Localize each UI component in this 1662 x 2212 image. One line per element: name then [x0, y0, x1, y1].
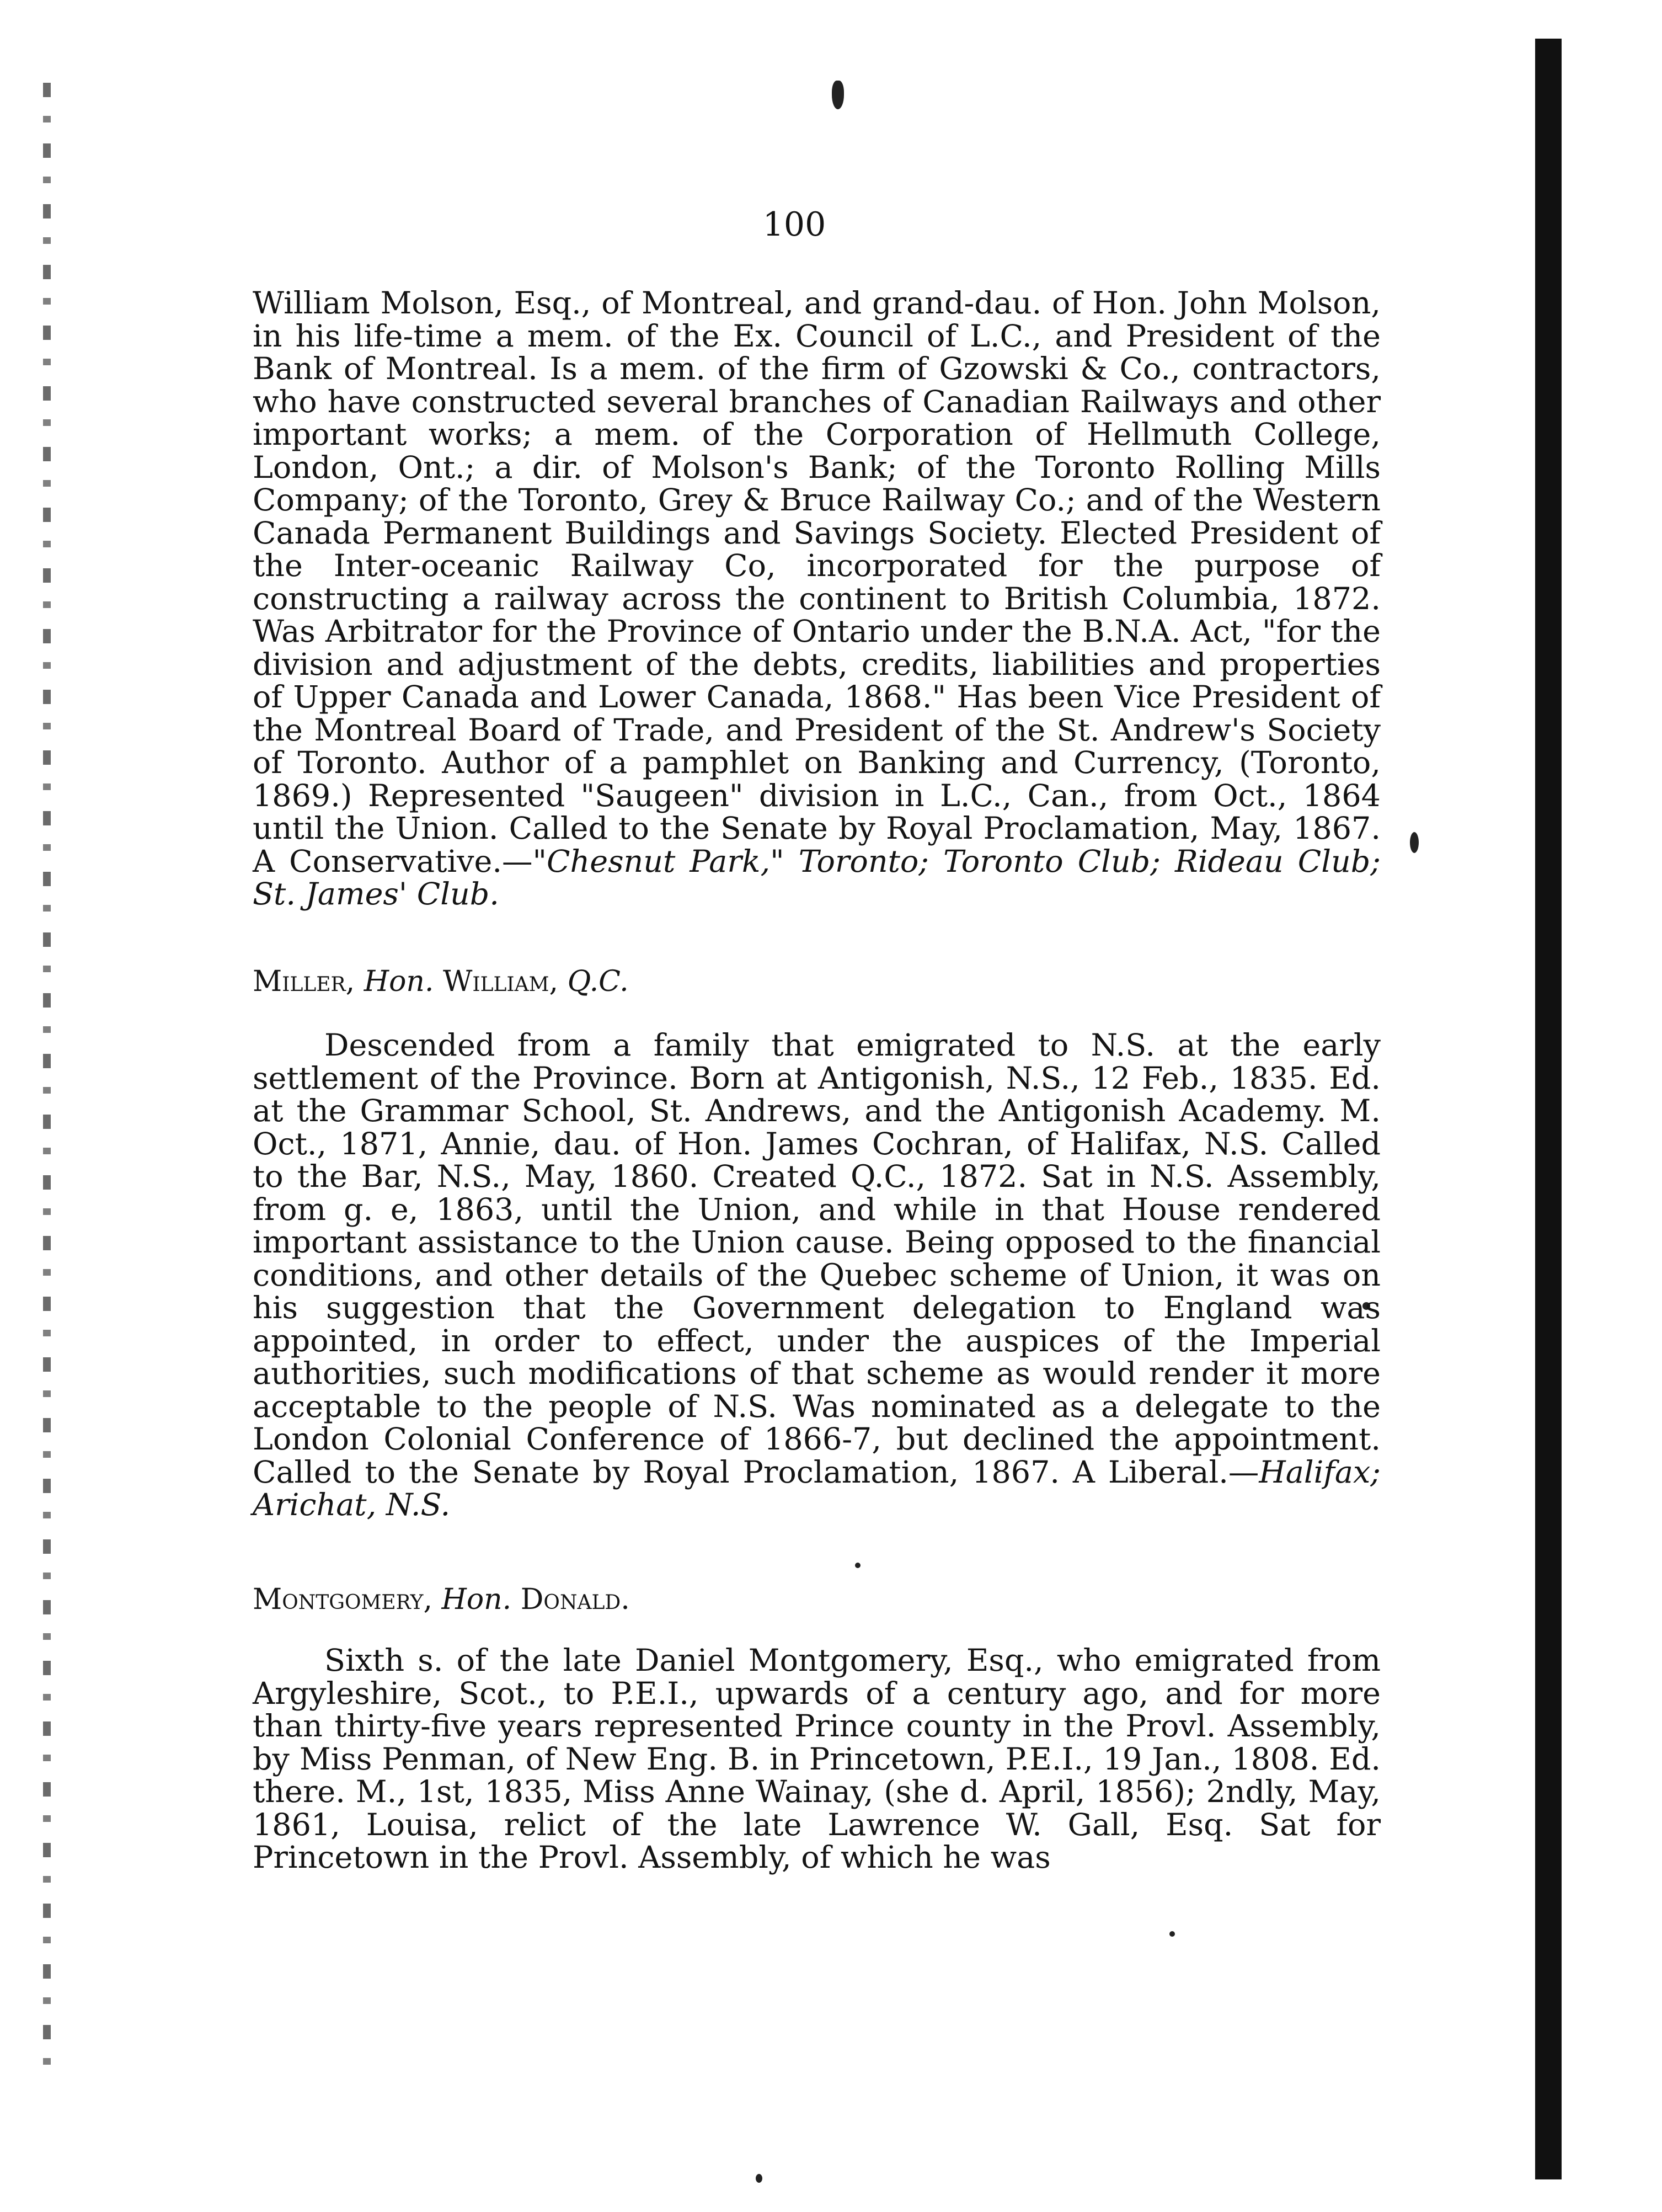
scan-speck — [855, 1563, 861, 1568]
entry-montgomery-title: Hon. — [441, 1583, 512, 1616]
page-number: 100 — [762, 205, 826, 244]
scan-right-edge-bar — [1535, 39, 1562, 2179]
entry-miller-text: Descended from a family that emigrated to N.S. at the early settlement of the Province. Born at Antigonish, N.S., 12 Feb., 1835. Ed. at the Grammar School, St. Andrews, and the Antigonish Academy. M. Oct., 1871, Annie, dau. of Hon. James Cochran, of Halifax, N.S. Called to the Bar, N.S., May, 1860. Created Q.C., 1872. Sat in N.S. Assembly, from g. e, 1863, until the Union, and while in that House rendered important assistance to the Union cause. Being opposed to the financial conditions, and other details of the Quebec scheme of Union, it was on his suggestion that the Government delegation to England was appointed, in order to effect, under the auspices of the Imperial authorities, such modifications of that scheme as would render it more acceptable to the people of N.S. Was nominated as a delegate to the London Colonial Conference of 1866-7, but declined the appointment. Called to the Senate by Royal Proclamation, 1867. A Liberal.— — [253, 1027, 1381, 1490]
entry-montgomery-paragraph: Sixth s. of the late Daniel Montgomery, Esq., who emigrated from Argyleshire, Scot., to P.E.I., upwards of a century ago, and for more than thirty-five years represented Prince county in the Provl. Assembly, by Miss Penman, of New Eng. B. in Princetown, P.E.I., 19 Jan., 1808. Ed. there. M., 1st, 1835, Miss Anne Wainay, (she d. April, 1856); 2ndly, May, 1861, Louisa, relict of the late Lawrence W. Gall, Esq. Sat for Princetown in the Provl. Assembly, of which he was — [253, 1643, 1381, 1875]
scan-top-blot — [832, 81, 844, 109]
entry-miller-surname: Miller — [253, 965, 346, 998]
entry-molson-text: William Molson, Esq., of Montreal, and grand-dau. of Hon. John Molson, in his life-time a mem. of the Ex. Council of L.C., and President of the Bank of Montreal. Is a mem. of the firm of Gzowski & Co., contractors, who have constructed several branches of Canadian Railways and other important works; a mem. of the Corporation of Hellmuth College, London, Ont.; a dir. of Molson's Bank; of the Toronto Rolling Mills Company; of the Toronto, Grey & Bruce Railway Co.; and of the Western Canada Permanent Buildings and Savings Society. Elected President of the Inter-oceanic Railway Co, incorporated for the purpose of constructing a railway across the continent to British Columbia, 1872. Was Arbitrator for the Province of Ontario under the B.N.A. Act, "for the division and adjustment of the debts, credits, liabilities and properties of Upper Canada and Lower Canada, 1868." Has been Vice President of the Montreal Board of Trade, and President of the St. Andrew's Society of Toronto. Author of a pamphlet on Banking and Currency, (Toronto, 1869.) Represented "Saugeen" division in L.C., Can., from Oct., 1864 until the Union. Called to the Senate by Royal Proclamation, May, 1867. A Conservative.— — [253, 285, 1381, 880]
scan-left-edge-artifact — [43, 83, 51, 2069]
entry-molson-clubs: "Chesnut Park," Toronto; Toronto Club; Rideau Club; St. James' Club. — [253, 843, 1381, 912]
scan-speck — [1410, 832, 1419, 853]
entry-miller-heading: Miller, Hon. William, Q.C. — [253, 965, 629, 998]
entry-miller-title: Hon. — [364, 965, 434, 998]
entry-miller-body — [253, 1029, 1381, 1522]
scan-speck — [1169, 1931, 1175, 1937]
entry-montgomery-body — [253, 1644, 1381, 1874]
entry-montgomery-given-name: Donald — [520, 1583, 621, 1616]
entry-montgomery-surname: Montgomery — [253, 1583, 424, 1616]
entry-molson-continuation — [253, 287, 1381, 911]
scan-speck — [756, 2174, 762, 2183]
entry-miller-paragraph — [253, 1029, 1381, 1522]
entry-montgomery-heading: Montgomery, Hon. Donald. — [253, 1583, 630, 1616]
entry-miller-places: Halifax; Arichat, N.S. — [253, 1454, 1381, 1523]
entry-miller-given-name: William — [442, 965, 549, 998]
entry-miller-honour: Q.C. — [567, 965, 629, 998]
entry-molson-paragraph — [253, 287, 1381, 911]
